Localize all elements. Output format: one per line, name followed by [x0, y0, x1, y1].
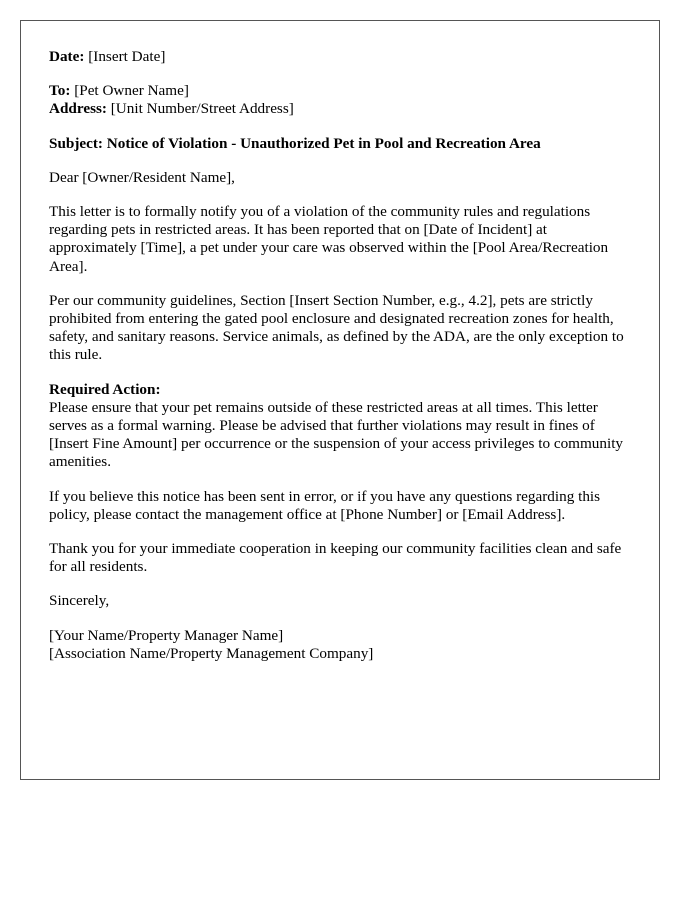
date-value: [Insert Date] — [84, 48, 166, 65]
required-action-text: Please ensure that your pet remains outside of these restricted areas at all times. This letter serves as a formal warning. Please be advised that further violations may result in fines of [Insert Fine Amount] per occurrence or the suspension of your access privileges to community amenities. — [49, 398, 624, 471]
date-line — [49, 48, 631, 66]
address-value: [Unit Number/Street Address] — [106, 100, 294, 118]
to-label: To: — [49, 82, 71, 100]
letter-document — [20, 20, 660, 780]
recipient-block — [49, 82, 631, 118]
address-line — [49, 100, 294, 117]
contact-paragraph: If you believe this notice has been sent in error, or if you have any questions regarding this policy, please contact the management office at [Phone Number] or [Email Address]. — [49, 487, 601, 523]
closing: Sincerely, — [49, 592, 110, 610]
signature-block — [49, 627, 631, 663]
salutation: Dear [Owner/Resident Name], — [49, 168, 235, 186]
signature-organization: [Association Name/Property Management Company] — [49, 644, 374, 662]
required-action-heading: Required Action: — [49, 380, 161, 398]
address-label: Address: — [49, 100, 107, 118]
to-line — [49, 82, 189, 99]
subject-line: Subject: Notice of Violation - Unauthorized Pet in Pool and Recreation Area — [49, 134, 541, 152]
notice-paragraph: This letter is to formally notify you of a violation of the community rules and regulations regarding pets in restricted areas. It has been reported that on [Date of Incident] at approximately [Time], a pet under your care was observed within the [Pool Area/Recreation Area]. — [49, 203, 609, 275]
date-label: Date: — [49, 48, 85, 65]
thanks-paragraph: Thank you for your immediate cooperation in keeping our community facilities clean and safe for all residents. — [49, 540, 622, 576]
to-value: [Pet Owner Name] — [70, 82, 189, 100]
required-action-block — [49, 381, 631, 472]
guidelines-paragraph: Per our community guidelines, Section [Insert Section Number, e.g., 4.2], pets are strictly prohibited from entering the gated pool enclosure and designated recreation zones for health, safety, and sanitary reasons. Service animals, as defined by the ADA, are the only exception to this rule. — [49, 291, 624, 364]
signature-name: [Your Name/Property Manager Name] — [49, 626, 284, 644]
